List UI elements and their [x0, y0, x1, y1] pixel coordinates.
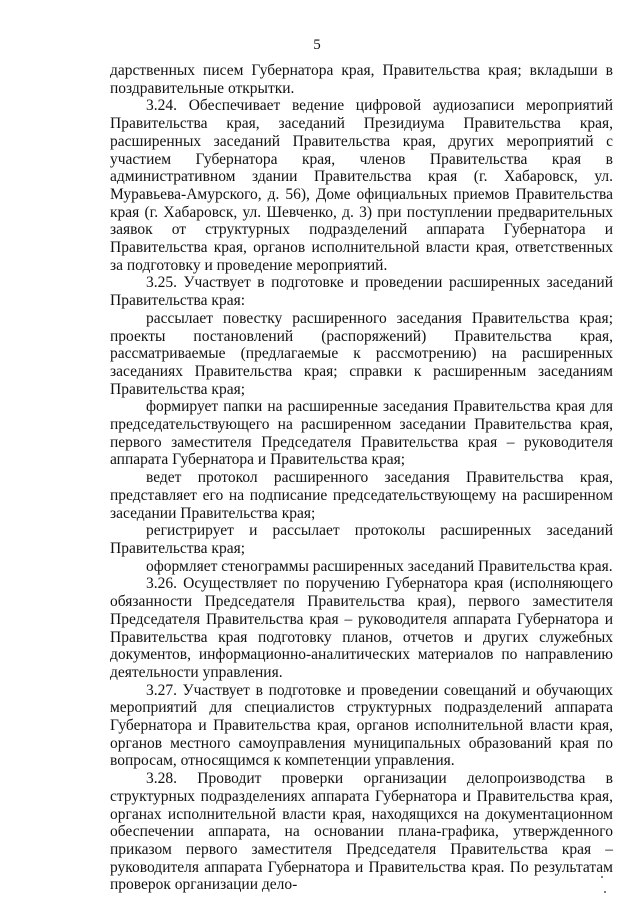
document-body	[110, 62, 613, 894]
paragraph-3-25-item-2: формирует папки на расширенные заседания Правительства края для председательствующего на расширенном заседании Правительства края, первого заместителя Председателя Правительства края – руководителя аппарата Губернатора и Правительства края;	[110, 398, 613, 469]
paragraph-3-25-item-5: оформляет стенограммы расширенных заседаний Правительства края.	[146, 557, 613, 575]
paragraph-3-25-item-4: регистрирует и рассылает протоколы расширенных заседаний Правительства края;	[110, 522, 613, 557]
paragraph-3-27: 3.27. Участвует в подготовке и проведении совещаний и обучающих мероприятий для специалистов структурных подразделений аппарата Губернатора и Правительства края, органов исполнительной власти края, органов местного самоуправления муниципальных образований края по вопросам, относящимся к компетенции управления.	[110, 681, 613, 770]
paragraph-3-25: 3.25. Участвует в подготовке и проведении расширенных заседаний Правительства края:	[110, 274, 613, 310]
scan-speck	[601, 876, 603, 878]
page-number: 5	[313, 37, 321, 53]
scan-speck	[604, 891, 606, 893]
paragraph-3-24: 3.24. Обеспечивает ведение цифровой аудиозаписи мероприятий Правительства края, заседаний Президиума Правительства края, расширенных заседаний Правительства края, других мероприятий с участием Губернатора края, членов Правительства края в административном здании Правительства края (г. Хабаровск, ул. Муравьева-Амурского, д. 56), Доме официальных приемов Правительства края (г. Хабаровск, ул. Шевченко, д. 3) при поступлении предварительных заявок от структурных подразделений аппарата Губернатора и Правительства края, органов исполнительной власти края, ответственных за подготовку и проведение мероприятий.	[110, 97, 613, 274]
paragraph-3-28: 3.28. Проводит проверки организации делопроизводства в структурных подразделениях аппарата Губернатора и Правительства края, органах исполнительной власти края, находящихся на документационном обеспечении аппарата, на основании плана-графика, утвержденного приказом первого заместителя Председателя Правительства края – руководителя аппарата Губернатора и Правительства края. По результатам проверок организации дело-	[110, 770, 613, 894]
paragraph-3-25-item-3: ведет протокол расширенного заседания Правительства края, представляет его на подписание председательствующему на расширенном заседании Правительства края;	[110, 469, 613, 522]
paragraph-continuation: дарственных писем Губернатора края, Правительства края; вкладыши в поздравительные открытки.	[110, 62, 613, 97]
paragraph-3-25-item-1: рассылает повестку расширенного заседания Правительства края; проекты постановлений (распоряжений) Правительства края, рассматриваемые (предлагаемые к рассмотрению) на расширенных заседаниях Правительства края; справки к расширенным заседаниям Правительства края;	[110, 309, 613, 398]
paragraph-3-26: 3.26. Осуществляет по поручению Губернатора края (исполняющего обязанности Председателя Правительства края), первого заместителя Председателя Правительства края – руководителя аппарата Губернатора и Правительства края подготовку планов, отчетов и других служебных документов, информационно-аналитических материалов по направлению деятельности управления.	[110, 575, 613, 681]
